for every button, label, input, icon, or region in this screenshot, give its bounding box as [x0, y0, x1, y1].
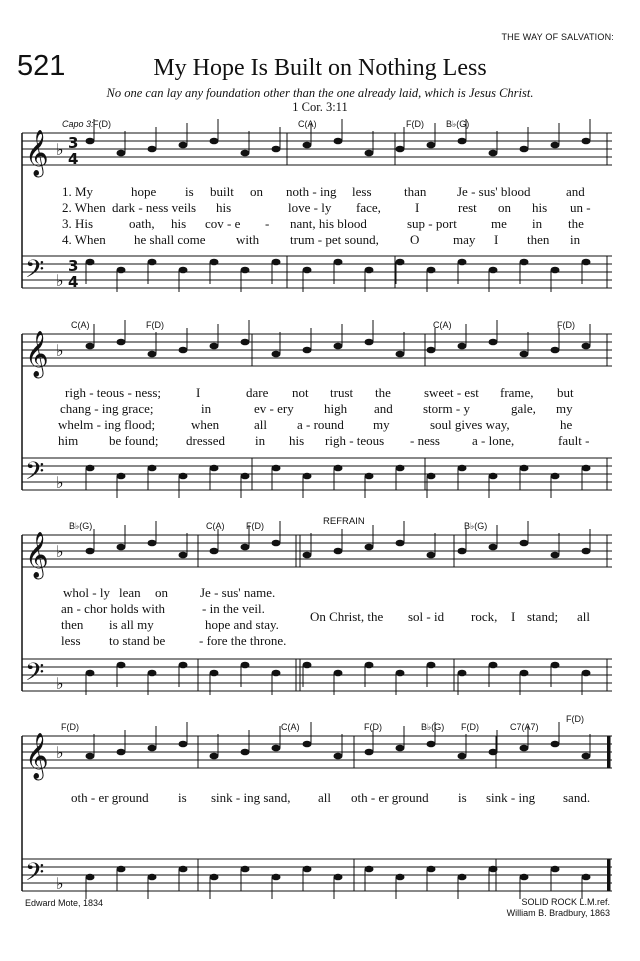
chord: C(A) — [206, 521, 225, 531]
note-head — [551, 347, 560, 354]
note-head — [303, 866, 312, 873]
time-signature: 4 — [68, 273, 79, 291]
lyric: sink - ing sand, — [211, 790, 291, 805]
note-head — [303, 662, 312, 669]
note-head — [334, 670, 343, 677]
note-head — [365, 339, 374, 346]
lyric: oth - er ground — [351, 790, 429, 805]
chord: B♭(G) — [446, 119, 470, 129]
note-head — [86, 670, 95, 677]
chord: F(D) — [364, 722, 382, 732]
note-head — [489, 339, 498, 346]
note-head — [210, 343, 219, 350]
lyric: sol - id — [408, 609, 445, 624]
note-head — [179, 741, 188, 748]
note-head — [334, 465, 343, 472]
note-head — [86, 548, 95, 555]
lyric: his — [171, 216, 187, 231]
final-barline — [607, 736, 610, 768]
lyric: - ness — [410, 433, 440, 448]
bass-clef-icon: 𝄢 — [25, 255, 45, 290]
lyric: in — [570, 232, 581, 247]
lyric: righ - teous - ness; — [65, 385, 162, 400]
lyric: whol - ly — [63, 585, 110, 600]
chord: C(A) — [71, 320, 90, 330]
note-head — [427, 473, 436, 480]
note-head — [303, 267, 312, 274]
lyric: trust — [330, 385, 354, 400]
lyric: lean — [119, 585, 141, 600]
lyric: sweet - est — [424, 385, 479, 400]
lyric: him — [58, 433, 79, 448]
lyric: cov - e — [205, 216, 241, 231]
note-head — [117, 473, 126, 480]
note-head — [427, 552, 436, 559]
note-head — [179, 662, 188, 669]
flat-sign-icon: ♭ — [56, 743, 64, 762]
lyric: rock, — [471, 609, 498, 624]
lyric: he — [560, 417, 573, 432]
flat-sign-icon: ♭ — [56, 674, 64, 693]
note-head — [303, 347, 312, 354]
note-head — [396, 874, 405, 881]
note-head — [148, 465, 157, 472]
chord: F(D) — [61, 722, 79, 732]
lyric: with — [236, 232, 260, 247]
note-head — [272, 874, 281, 881]
lyric: oath, — [129, 216, 155, 231]
lyric: on — [250, 184, 263, 199]
treble-clef-icon: 𝄞 — [25, 532, 49, 578]
note-head — [334, 138, 343, 145]
chord: F(D) — [146, 320, 164, 330]
lyric: I — [511, 609, 516, 624]
note-head — [148, 540, 157, 547]
note-head — [272, 146, 281, 153]
lyric: O — [410, 232, 420, 247]
lyric: soul gives way, — [430, 417, 510, 432]
note-head — [241, 866, 250, 873]
lyric: frame, — [500, 385, 534, 400]
lyric: gale, — [511, 401, 536, 416]
lyric: and — [374, 401, 393, 416]
note-head — [241, 339, 250, 346]
bass-clef-icon: 𝄢 — [25, 858, 45, 893]
hymn-title: My Hope Is Built on Nothing Less — [153, 55, 487, 81]
music-credit: William B. Bradbury, 1863 — [506, 908, 610, 918]
time-signature: 3 — [68, 134, 79, 152]
note-head — [551, 267, 560, 274]
time-signature: 4 — [68, 150, 79, 168]
lyric: On Christ, the — [310, 609, 384, 624]
lyric: built — [210, 184, 234, 199]
note-head — [458, 138, 467, 145]
lyric: dark - ness veils — [112, 200, 197, 215]
lyric: trum - pet sound, — [290, 232, 379, 247]
note-head — [551, 662, 560, 669]
lyric: face, — [356, 200, 381, 215]
epigraph-reference: 1 Cor. 3:11 — [292, 100, 348, 114]
note-head — [582, 548, 591, 555]
note-head — [396, 146, 405, 153]
note-head — [396, 540, 405, 547]
flat-sign-icon: ♭ — [56, 542, 64, 561]
lyric: storm - y — [423, 401, 470, 416]
tune-name: SOLID ROCK L.M.ref. — [521, 897, 610, 907]
lyric: on — [498, 200, 511, 215]
note-head — [551, 866, 560, 873]
chord: C(A) — [298, 119, 317, 129]
note-head — [520, 351, 529, 358]
note-head — [148, 146, 157, 153]
treble-clef-icon: 𝄞 — [25, 130, 49, 176]
note-head — [86, 874, 95, 881]
lyric: 1. My — [62, 184, 94, 199]
lyric: dressed — [186, 433, 225, 448]
note-head — [241, 150, 250, 157]
note-head — [334, 343, 343, 350]
note-head — [210, 465, 219, 472]
chord: F(D) — [246, 521, 264, 531]
note-head — [520, 670, 529, 677]
note-head — [117, 267, 126, 274]
note-head — [241, 662, 250, 669]
note-head — [396, 259, 405, 266]
note-head — [396, 670, 405, 677]
lyric: my — [556, 401, 573, 416]
note-head — [520, 465, 529, 472]
note-head — [489, 473, 498, 480]
note-head — [458, 548, 467, 555]
chord: C(A) — [433, 320, 452, 330]
note-head — [427, 866, 436, 873]
capo-label: Capo 3: — [62, 119, 94, 129]
note-head — [551, 142, 560, 149]
note-head — [334, 548, 343, 555]
chord: C7(A7) — [510, 722, 539, 732]
lyric: is all my — [109, 617, 154, 632]
lyric: when — [191, 417, 220, 432]
note-head — [427, 741, 436, 748]
lyric: is — [185, 184, 194, 199]
note-head — [365, 473, 374, 480]
note-head — [365, 267, 374, 274]
flat-sign-icon: ♭ — [56, 874, 64, 893]
note-head — [489, 749, 498, 756]
note-head — [582, 138, 591, 145]
lyric: his — [289, 433, 305, 448]
lyric: less — [352, 184, 372, 199]
note-head — [520, 146, 529, 153]
note-head — [241, 544, 250, 551]
note-head — [582, 874, 591, 881]
lyric: sand. — [563, 790, 591, 805]
lyric: - — [265, 216, 270, 231]
note-head — [520, 745, 529, 752]
bass-clef-icon: 𝄢 — [25, 658, 45, 693]
flat-sign-icon: ♭ — [56, 473, 64, 492]
note-head — [582, 753, 591, 760]
lyric: hope and stay. — [205, 617, 279, 632]
lyric: 4. When — [62, 232, 106, 247]
note-head — [489, 267, 498, 274]
note-head — [458, 343, 467, 350]
text-credit: Edward Mote, 1834 — [25, 898, 104, 908]
note-head — [427, 662, 436, 669]
treble-clef-icon: 𝄞 — [25, 331, 49, 377]
note-head — [427, 347, 436, 354]
chord: F(D) — [461, 722, 479, 732]
lyric: Je - sus' blood — [457, 184, 531, 199]
note-head — [148, 874, 157, 881]
lyric: on — [155, 585, 168, 600]
lyric: rest — [458, 200, 477, 215]
note-head — [303, 142, 312, 149]
lyric: less — [61, 633, 81, 648]
note-head — [551, 473, 560, 480]
lyric: 3. His — [62, 216, 94, 231]
lyric: in — [532, 216, 543, 231]
note-head — [179, 552, 188, 559]
note-head — [458, 874, 467, 881]
note-head — [210, 138, 219, 145]
lyric: righ - teous — [325, 433, 385, 448]
lyric: then — [527, 232, 550, 247]
note-head — [582, 465, 591, 472]
note-head — [86, 343, 95, 350]
lyric: than — [404, 184, 427, 199]
note-head — [241, 267, 250, 274]
bass-clef-icon: 𝄢 — [25, 457, 45, 492]
lyric: in — [201, 401, 212, 416]
note-head — [396, 465, 405, 472]
hymn-number: 521 — [17, 50, 66, 82]
lyric: a - round — [297, 417, 344, 432]
lyric: I — [196, 385, 201, 400]
lyric: his — [532, 200, 548, 215]
chord: F(D) — [557, 320, 575, 330]
lyric: all — [577, 609, 590, 624]
lyric: may — [453, 232, 476, 247]
lyric: his — [216, 200, 232, 215]
note-head — [241, 473, 250, 480]
lyric: I — [415, 200, 420, 215]
flat-sign-icon: ♭ — [56, 271, 64, 290]
lyric: un - — [570, 200, 591, 215]
note-head — [148, 259, 157, 266]
note-head — [551, 741, 560, 748]
note-head — [117, 866, 126, 873]
lyric: ev - ery — [254, 401, 294, 416]
note-head — [86, 465, 95, 472]
lyric: love - ly — [288, 200, 332, 215]
lyric: whelm - ing flood; — [58, 417, 156, 432]
note-head — [272, 745, 281, 752]
chord: F(D) — [566, 714, 584, 724]
note-head — [365, 150, 374, 157]
note-head — [334, 753, 343, 760]
note-head — [272, 465, 281, 472]
note-head — [241, 749, 250, 756]
lyric: be found; — [109, 433, 159, 448]
note-head — [489, 150, 498, 157]
note-head — [458, 465, 467, 472]
note-head — [117, 544, 126, 551]
chord: F(D) — [93, 119, 111, 129]
note-head — [365, 866, 374, 873]
lyric: - fore the throne. — [199, 633, 287, 648]
lyric: the — [568, 216, 584, 231]
lyric: fault - — [558, 433, 590, 448]
lyric: I — [494, 232, 499, 247]
note-head — [86, 753, 95, 760]
note-head — [303, 552, 312, 559]
lyric: hope — [131, 184, 157, 199]
note-head — [117, 749, 126, 756]
refrain-label: REFRAIN — [323, 516, 365, 527]
chord: F(D) — [406, 119, 424, 129]
lyric: my — [373, 417, 390, 432]
note-head — [86, 259, 95, 266]
treble-clef-icon: 𝄞 — [25, 733, 49, 779]
note-head — [210, 670, 219, 677]
note-head — [365, 544, 374, 551]
note-head — [117, 150, 126, 157]
note-head — [427, 267, 436, 274]
note-head — [582, 259, 591, 266]
note-head — [458, 753, 467, 760]
note-head — [272, 259, 281, 266]
note-head — [210, 259, 219, 266]
lyric: noth - ing — [286, 184, 337, 199]
lyric: a - lone, — [472, 433, 515, 448]
note-head — [551, 552, 560, 559]
note-head — [458, 670, 467, 677]
lyric: is — [458, 790, 467, 805]
note-head — [334, 874, 343, 881]
section-heading: THE WAY OF SALVATION: — [501, 32, 614, 42]
lyric: chang - ing grace; — [60, 401, 154, 416]
lyric: oth - er ground — [71, 790, 149, 805]
note-head — [210, 548, 219, 555]
note-head — [86, 138, 95, 145]
lyric: 2. When — [62, 200, 106, 215]
flat-sign-icon: ♭ — [56, 341, 64, 360]
note-head — [117, 662, 126, 669]
note-head — [303, 741, 312, 748]
note-head — [365, 662, 374, 669]
lyric: is — [178, 790, 187, 805]
chord: B♭(G) — [421, 722, 445, 732]
note-head — [582, 670, 591, 677]
note-head — [179, 142, 188, 149]
lyric: sup - port — [407, 216, 457, 231]
note-head — [179, 473, 188, 480]
note-head — [210, 874, 219, 881]
lyric: he shall come — [134, 232, 206, 247]
lyric: Je - sus' name. — [200, 585, 276, 600]
note-head — [272, 351, 281, 358]
lyric: all — [254, 417, 267, 432]
lyric: stand; — [527, 609, 559, 624]
lyric: high — [324, 401, 348, 416]
lyric: sink - ing — [486, 790, 536, 805]
lyric: then — [61, 617, 84, 632]
note-head — [148, 351, 157, 358]
note-head — [458, 259, 467, 266]
note-head — [489, 866, 498, 873]
note-head — [148, 745, 157, 752]
note-head — [520, 259, 529, 266]
note-head — [117, 339, 126, 346]
note-head — [210, 753, 219, 760]
lyric: the — [375, 385, 391, 400]
note-head — [489, 544, 498, 551]
note-head — [396, 351, 405, 358]
tune-credit — [507, 897, 610, 919]
lyric: dare — [246, 385, 269, 400]
lyric: all — [318, 790, 331, 805]
lyric: in — [255, 433, 266, 448]
flat-sign-icon: ♭ — [56, 140, 64, 159]
lyric: not — [292, 385, 309, 400]
note-head — [427, 142, 436, 149]
lyric: and — [566, 184, 585, 199]
lyric: an - chor holds with — [61, 601, 165, 616]
lyric: nant, his blood — [290, 216, 367, 231]
epigraph: No one can lay any foundation other than the one already laid, which is Jesus Christ. — [106, 86, 534, 100]
note-head — [272, 540, 281, 547]
time-signature: 3 — [68, 257, 79, 275]
lyric: but — [557, 385, 574, 400]
note-head — [272, 670, 281, 677]
chord: B♭(G) — [69, 521, 93, 531]
note-head — [582, 343, 591, 350]
lyric: - in the veil. — [202, 601, 265, 616]
note-head — [179, 347, 188, 354]
note-head — [179, 866, 188, 873]
note-head — [520, 540, 529, 547]
chord: C(A) — [281, 722, 300, 732]
final-barline — [607, 859, 610, 891]
lyric: to stand be — [109, 633, 166, 648]
note-head — [489, 662, 498, 669]
note-head — [179, 267, 188, 274]
lyric: me — [491, 216, 507, 231]
note-head — [365, 749, 374, 756]
chord: B♭(G) — [464, 521, 488, 531]
note-head — [303, 473, 312, 480]
note-head — [148, 670, 157, 677]
note-head — [334, 259, 343, 266]
note-head — [520, 874, 529, 881]
note-head — [396, 745, 405, 752]
